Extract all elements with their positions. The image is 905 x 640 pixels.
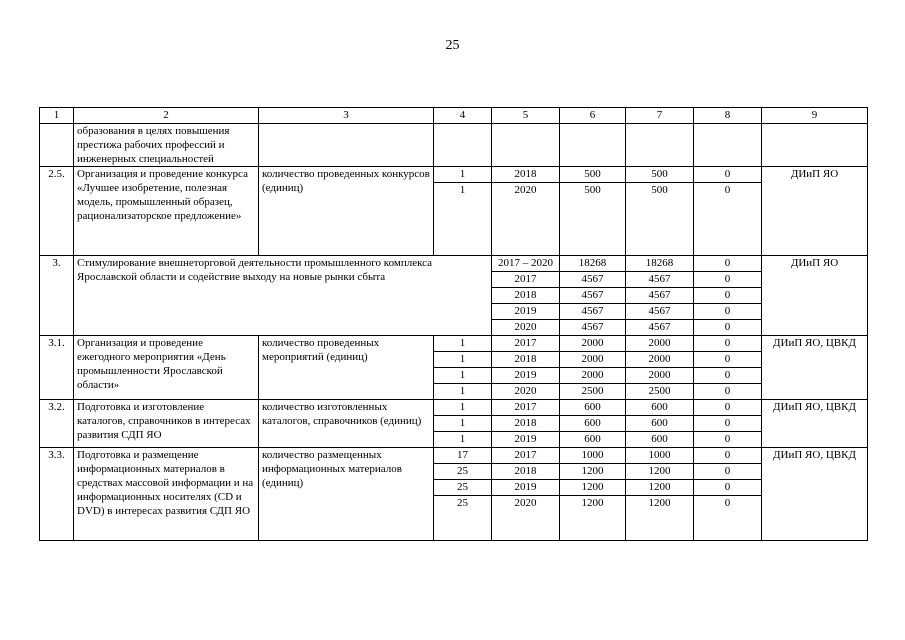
measures-table: [39, 107, 868, 541]
measure-name-cell: Подготовка и размещение информационных материалов в средствах массовой информации и на информационных носителях (CD и DVD) в интересах развития СДП ЯО: [74, 448, 259, 541]
amount-cell: 1200: [560, 464, 626, 480]
header-cell: 5: [492, 108, 560, 124]
number-cell: 3.3.: [40, 448, 74, 541]
header-cell: 1: [40, 108, 74, 124]
year-cell: 2020: [492, 320, 560, 336]
year-cell: 2017 – 2020: [492, 256, 560, 272]
indicator-value-cell: 1: [434, 416, 492, 432]
amount-cell: 4567: [560, 272, 626, 288]
amount-cell: 600: [560, 416, 626, 432]
amount-cell: 4567: [626, 320, 694, 336]
year-cell: 2017: [492, 272, 560, 288]
amount-cell: 500: [560, 167, 626, 183]
amount-cell: 500: [560, 183, 626, 256]
measure-name-cell: Организация и проведение конкурса «Лучшее изобретение, полезная модель, промышленный образец, рационализаторское предложение»: [74, 167, 259, 256]
indicator-value-cell: 1: [434, 432, 492, 448]
year-cell: 2018: [492, 288, 560, 304]
table-row: [40, 336, 868, 352]
indicator-value-cell: 1: [434, 352, 492, 368]
amount-cell: 2000: [560, 368, 626, 384]
measure-name-cell: Подготовка и изготовление каталогов, справочников в интересах развития СДП ЯО: [74, 400, 259, 448]
indicator-value-cell: 25: [434, 464, 492, 480]
indicator-value-cell: 25: [434, 480, 492, 496]
year-cell: 2020: [492, 496, 560, 541]
amount-cell: 4567: [626, 304, 694, 320]
header-cell: 3: [259, 108, 434, 124]
year-cell: 2019: [492, 480, 560, 496]
page-number: 25: [445, 38, 460, 53]
amount-cell: 0: [694, 272, 762, 288]
year-cell: 2017: [492, 448, 560, 464]
indicator-value-cell: 1: [434, 368, 492, 384]
executor-cell: ДИиП ЯО, ЦВКД: [762, 448, 868, 541]
amount-cell: 18268: [560, 256, 626, 272]
indicator-cell: количество проведенных конкурсов (единиц): [259, 167, 434, 256]
amount-cell: 500: [626, 167, 694, 183]
header-cell: 8: [694, 108, 762, 124]
indicator-value-cell: 1: [434, 400, 492, 416]
amount-cell: 4567: [560, 320, 626, 336]
indicator-value-cell: 25: [434, 496, 492, 541]
table-row: [40, 256, 868, 272]
amount-cell: 4567: [626, 288, 694, 304]
amount-cell: 0: [694, 368, 762, 384]
measure-name-cell: Организация и проведение ежегодного мероприятия «День промышленности Ярославской области»: [74, 336, 259, 400]
continuation-row: [40, 124, 868, 167]
amount-cell: 4567: [560, 288, 626, 304]
amount-cell: 4567: [626, 272, 694, 288]
amount-cell: 0: [694, 432, 762, 448]
header-cell: 6: [560, 108, 626, 124]
amount-cell: 0: [694, 384, 762, 400]
year-cell: 2019: [492, 432, 560, 448]
year-cell: 2018: [492, 464, 560, 480]
year-cell: 2017: [492, 336, 560, 352]
indicator-value-cell: 17: [434, 448, 492, 464]
executor-cell: ДИиП ЯО: [762, 167, 868, 256]
amount-cell: 2000: [626, 336, 694, 352]
indicator-value-cell: 1: [434, 167, 492, 183]
amount-cell: 0: [694, 400, 762, 416]
amount-cell: 1000: [560, 448, 626, 464]
header-cell: 9: [762, 108, 868, 124]
amount-cell: 18268: [626, 256, 694, 272]
amount-cell: 500: [626, 183, 694, 256]
amount-cell: 0: [694, 336, 762, 352]
indicator-cell: количество проведенных мероприятий (единиц): [259, 336, 434, 400]
executor-cell: ДИиП ЯО, ЦВКД: [762, 336, 868, 400]
amount-cell: 0: [694, 256, 762, 272]
amount-cell: 0: [694, 448, 762, 464]
amount-cell: 0: [694, 183, 762, 256]
amount-cell: 600: [626, 400, 694, 416]
year-cell: 2018: [492, 352, 560, 368]
amount-cell: 1200: [626, 496, 694, 541]
year-cell: 2020: [492, 183, 560, 256]
table-row: [40, 400, 868, 416]
indicator-cell: количество изготовленных каталогов, справочников (единиц): [259, 400, 434, 448]
column-numbers-row: [40, 108, 868, 124]
measure-name-cell: образования в целях повышения престижа рабочих профессий и инженерных специальностей: [74, 124, 259, 167]
amount-cell: 0: [694, 352, 762, 368]
year-cell: 2017: [492, 400, 560, 416]
amount-cell: 600: [626, 432, 694, 448]
indicator-value-cell: 1: [434, 384, 492, 400]
header-cell: 4: [434, 108, 492, 124]
amount-cell: 0: [694, 288, 762, 304]
executor-cell: ДИиП ЯО, ЦВКД: [762, 400, 868, 448]
amount-cell: 600: [626, 416, 694, 432]
amount-cell: 1000: [626, 448, 694, 464]
indicator-value-cell: 1: [434, 183, 492, 256]
year-cell: 2018: [492, 167, 560, 183]
indicator-value-cell: 1: [434, 336, 492, 352]
number-cell: 2.5.: [40, 167, 74, 256]
amount-cell: 0: [694, 167, 762, 183]
year-cell: 2019: [492, 368, 560, 384]
year-cell: 2020: [492, 384, 560, 400]
amount-cell: 0: [694, 320, 762, 336]
amount-cell: 1200: [626, 464, 694, 480]
executor-cell: ДИиП ЯО: [762, 256, 868, 336]
amount-cell: 0: [694, 496, 762, 541]
amount-cell: 600: [560, 400, 626, 416]
year-cell: 2018: [492, 416, 560, 432]
number-cell: 3.1.: [40, 336, 74, 400]
amount-cell: 0: [694, 304, 762, 320]
amount-cell: 2500: [626, 384, 694, 400]
amount-cell: 4567: [560, 304, 626, 320]
header-cell: 2: [74, 108, 259, 124]
header-cell: 7: [626, 108, 694, 124]
indicator-cell: количество размещенных информационных материалов (единиц): [259, 448, 434, 541]
amount-cell: 1200: [626, 480, 694, 496]
amount-cell: 2500: [560, 384, 626, 400]
amount-cell: 2000: [560, 352, 626, 368]
amount-cell: 1200: [560, 496, 626, 541]
table-row: [40, 448, 868, 464]
amount-cell: 0: [694, 416, 762, 432]
amount-cell: 0: [694, 480, 762, 496]
year-cell: 2019: [492, 304, 560, 320]
amount-cell: 1200: [560, 480, 626, 496]
amount-cell: 600: [560, 432, 626, 448]
number-cell: 3.2.: [40, 400, 74, 448]
table-row: [40, 167, 868, 183]
number-cell: 3.: [40, 256, 74, 336]
measure-name-cell: Стимулирование внешнеторговой деятельности промышленного комплекса Ярославской области и содействие выходу на новые рынки сбыта: [74, 256, 492, 336]
amount-cell: 0: [694, 464, 762, 480]
amount-cell: 2000: [626, 368, 694, 384]
amount-cell: 2000: [560, 336, 626, 352]
amount-cell: 2000: [626, 352, 694, 368]
number-cell: [40, 124, 74, 167]
